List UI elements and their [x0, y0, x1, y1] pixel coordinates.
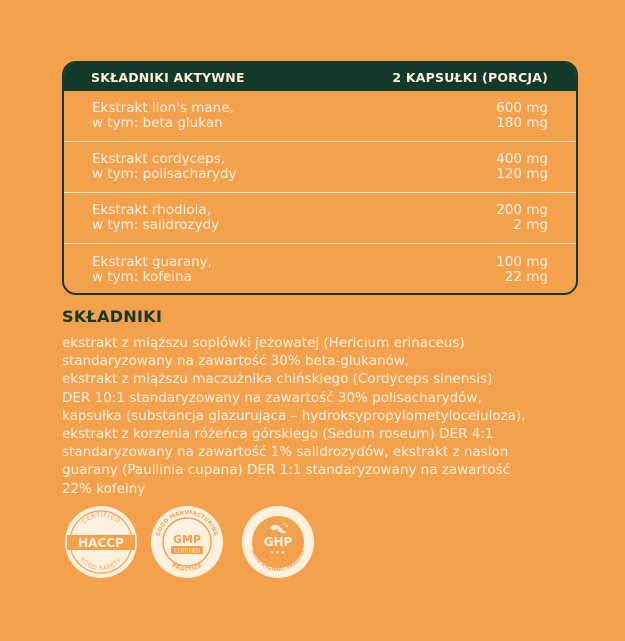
ingredient-amount: 600 mg	[496, 100, 548, 116]
gmp-sub-text: CERTIFIED	[174, 548, 200, 555]
ingredients-line: guarany (Paullinia cupana) DER 1:1 standaryzowany na zawartość	[62, 462, 511, 479]
amount-cell	[496, 255, 548, 285]
table-row	[64, 142, 576, 193]
ingredient-sub-amount: 22 mg	[504, 268, 548, 285]
active-ingredients-table	[62, 61, 578, 295]
ingredients-line: ekstrakt z korzenia różeńca górskiego (Sedum roseum) DER 4:1	[62, 426, 494, 443]
ingredient-amount: 400 mg	[496, 151, 548, 167]
ingredient-sub-amount: 120 mg	[496, 166, 548, 182]
header-serving: 2 KAPSUŁKI (PORCJA)	[392, 69, 548, 85]
ghp-main-text: GHP	[263, 535, 293, 549]
ingredient-name-cell	[92, 101, 234, 131]
ingredient-name: Ekstrakt lion's mane,	[92, 100, 234, 116]
header-active-ingredients: SKŁADNIKI AKTYWNE	[91, 69, 245, 85]
ghp-bottom-text: GOOD HYGIENIC PRACTICE	[249, 548, 307, 574]
ingredient-sub-amount: 180 mg	[496, 115, 548, 131]
ingredients-heading: SKŁADNIKI	[62, 307, 163, 326]
table-row	[64, 91, 576, 142]
haccp-main-text: HACCP	[78, 536, 124, 550]
ingredient-name: Ekstrakt guarany,	[92, 253, 212, 270]
stars-icon: ★★★	[269, 550, 287, 556]
ingredients-line: 22% kofeiny	[62, 480, 146, 497]
gmp-seal-icon	[149, 504, 225, 580]
gmp-badge	[149, 504, 225, 580]
ingredient-sub: w tym: salidrozydy	[92, 217, 220, 233]
ingredients-line: ekstrakt z miąższu soplówki jeżowatej (Hericium erinaceus)	[62, 335, 465, 351]
ingredient-sub: w tym: beta glukan	[92, 115, 223, 131]
gmp-top-text: GOOD MANUFACTURING	[155, 509, 219, 537]
table-header	[64, 63, 576, 91]
ingredients-text	[62, 334, 607, 498]
ingredients-line: standaryzowany na zawartość 1% salidrozydów, ekstrakt z nasion	[62, 444, 509, 461]
haccp-top-text: CERTIFIED	[80, 511, 122, 526]
ingredient-amount: 200 mg	[496, 202, 548, 218]
ingredient-name: Ekstrakt cordyceps,	[92, 151, 226, 167]
ghp-seal-icon	[240, 504, 316, 580]
amount-cell	[496, 101, 548, 131]
haccp-seal-icon	[63, 504, 139, 580]
ingredient-sub: w tym: polisacharydy	[92, 166, 237, 182]
ingredient-sub-amount: 2 mg	[513, 217, 548, 233]
amount-cell	[496, 152, 548, 182]
ghp-badge	[240, 504, 316, 580]
ingredient-name-cell	[92, 203, 219, 233]
ingredient-name-cell	[92, 255, 212, 285]
ingredients-line: DER 10:1 standaryzowany na zawartość 30% polisacharydów,	[62, 389, 482, 406]
haccp-bottom-text: FOOD SAFETY	[78, 557, 124, 573]
ingredient-name: Ekstrakt rhodiola,	[92, 202, 211, 218]
ingredient-sub: w tym: kofeina	[92, 268, 192, 285]
ingredients-line: ekstrakt z miąższu maczużnika chińskiego (Cordyceps sinensis)	[62, 371, 493, 388]
ingredient-amount: 100 mg	[496, 253, 548, 270]
table-row	[64, 193, 576, 244]
gmp-main-text: GMP	[172, 533, 202, 546]
ingredients-line: standaryzowany na zawartość 30% beta-glukanów,	[62, 353, 410, 370]
ingredient-name-cell	[92, 152, 237, 182]
ingredients-line: kapsułka (substancja glazurująca – hydroksypropylometyloceluloza),	[62, 407, 526, 424]
amount-cell	[496, 203, 548, 233]
haccp-badge	[63, 504, 139, 580]
table-row	[64, 244, 576, 295]
gmp-bottom-text: PRACTICE	[170, 562, 204, 574]
